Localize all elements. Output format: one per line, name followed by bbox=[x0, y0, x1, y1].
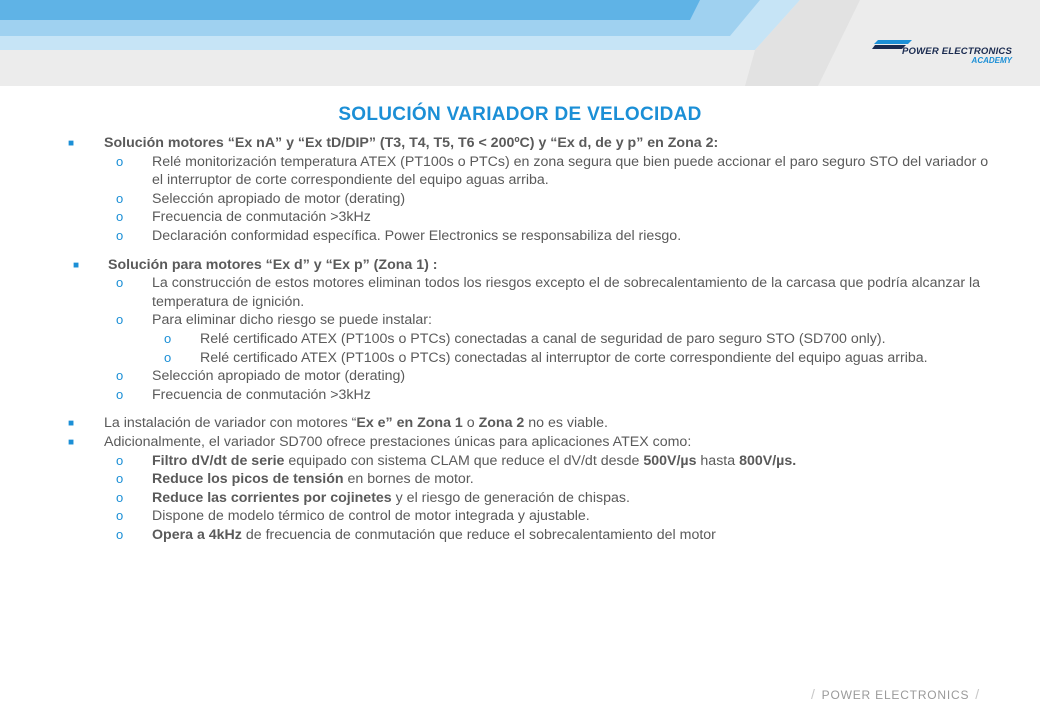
circle-bullet-icon: o bbox=[116, 471, 124, 487]
list-item: o Frecuencia de conmutación >3kHz bbox=[116, 209, 371, 226]
section1-heading: ■ Solución motores “Ex nA” y “Ex tD/DIP” (T3, T4, T5, T6 < 200ºC) y “Ex d, de y p” en Zona 2: bbox=[0, 134, 1040, 153]
list-item: o Declaración conformidad específica. Power Electronics se responsabiliza del riesgo. bbox=[116, 227, 682, 244]
square-bullet-icon: ■ bbox=[68, 138, 75, 149]
list-item: o La construcción de estos motores eliminan todos los riesgos excepto el de sobrecalentamiento de la carcasa que podría alcanzar la temperatura de ignición. bbox=[116, 275, 981, 310]
circle-bullet-icon: o bbox=[116, 190, 124, 206]
sub-list-item: o Relé certificado ATEX (PT100s o PTCs) conectadas al interruptor de corte correspondiente del equipo aguas arriba. bbox=[164, 349, 928, 366]
header-band bbox=[0, 0, 1040, 86]
list-item: o Dispone de modelo térmico de control de motor integrada y ajustable. bbox=[116, 508, 590, 525]
circle-bullet-icon: o bbox=[116, 489, 124, 505]
list-item: o Opera a 4kHz de frecuencia de conmutación que reduce el sobrecalentamiento del motor bbox=[116, 526, 716, 543]
list-item: o Reduce los picos de tensión en bornes de motor. bbox=[116, 471, 474, 488]
circle-bullet-icon: o bbox=[116, 386, 124, 402]
section3-bullet-viability: ■ La instalación de variador con motores “Ex e” en Zona 1 o Zona 2 no es viable. bbox=[0, 414, 1040, 433]
list-item: o Relé monitorización temperatura ATEX (PT100s o PTCs) en zona segura que bien puede accionar el paro seguro STO del variador o el interruptor de corte correspondiente del equipo aguas arriba. bbox=[116, 153, 989, 189]
slash-divider-icon: / bbox=[810, 686, 816, 702]
list-item: o Frecuencia de conmutación >3kHz bbox=[116, 386, 371, 403]
circle-bullet-icon: o bbox=[116, 526, 124, 542]
logo-text: POWER ELECTRONICS bbox=[901, 46, 1012, 57]
list-item: o Para eliminar dicho riesgo se puede instalar: bbox=[116, 312, 432, 329]
square-bullet-icon: ■ bbox=[68, 436, 75, 448]
slash-divider-icon: / bbox=[975, 686, 980, 702]
circle-bullet-icon: o bbox=[116, 508, 124, 524]
circle-bullet-icon: o bbox=[116, 209, 124, 225]
square-bullet-icon: ■ bbox=[68, 418, 75, 430]
list-item: o Selección apropiado de motor (derating) bbox=[116, 190, 406, 207]
list-item: o Reduce las corrientes por cojinetes y el riesgo de generación de chispas. bbox=[116, 489, 630, 506]
circle-bullet-icon: o bbox=[116, 312, 124, 328]
circle-bullet-icon: o bbox=[116, 153, 124, 169]
list-item: o Selección apropiado de motor (derating) bbox=[116, 368, 406, 385]
footer-brand: / POWER ELECTRONICS / bbox=[810, 686, 980, 702]
slide-content bbox=[0, 134, 1040, 544]
square-bullet-icon: ■ bbox=[73, 259, 80, 271]
logo-subtext: ACADEMY bbox=[971, 56, 1012, 65]
circle-bullet-icon: o bbox=[116, 452, 124, 468]
circle-bullet-icon: o bbox=[164, 349, 172, 365]
section3-bullet-features: ■ Adicionalmente, el variador SD700 ofrece prestaciones únicas para aplicaciones ATEX como: bbox=[0, 433, 1040, 452]
circle-bullet-icon: o bbox=[164, 330, 172, 346]
sub-list-item: o Relé certificado ATEX (PT100s o PTCs) conectadas a canal de seguridad de paro seguro STO (SD700 only). bbox=[164, 330, 886, 347]
circle-bullet-icon: o bbox=[116, 275, 124, 291]
section2-heading: ■ Solución para motores “Ex d” y “Ex p” (Zona 1) : bbox=[0, 256, 1040, 275]
slide-title: SOLUCIÓN VARIADOR DE VELOCIDAD bbox=[338, 104, 702, 125]
brand-logo bbox=[872, 40, 1012, 70]
circle-bullet-icon: o bbox=[116, 368, 124, 384]
list-item: o Filtro dV/dt de serie equipado con sistema CLAM que reduce el dV/dt desde 500V/µs hasta 800V/µs. bbox=[116, 452, 797, 469]
circle-bullet-icon: o bbox=[116, 227, 124, 243]
